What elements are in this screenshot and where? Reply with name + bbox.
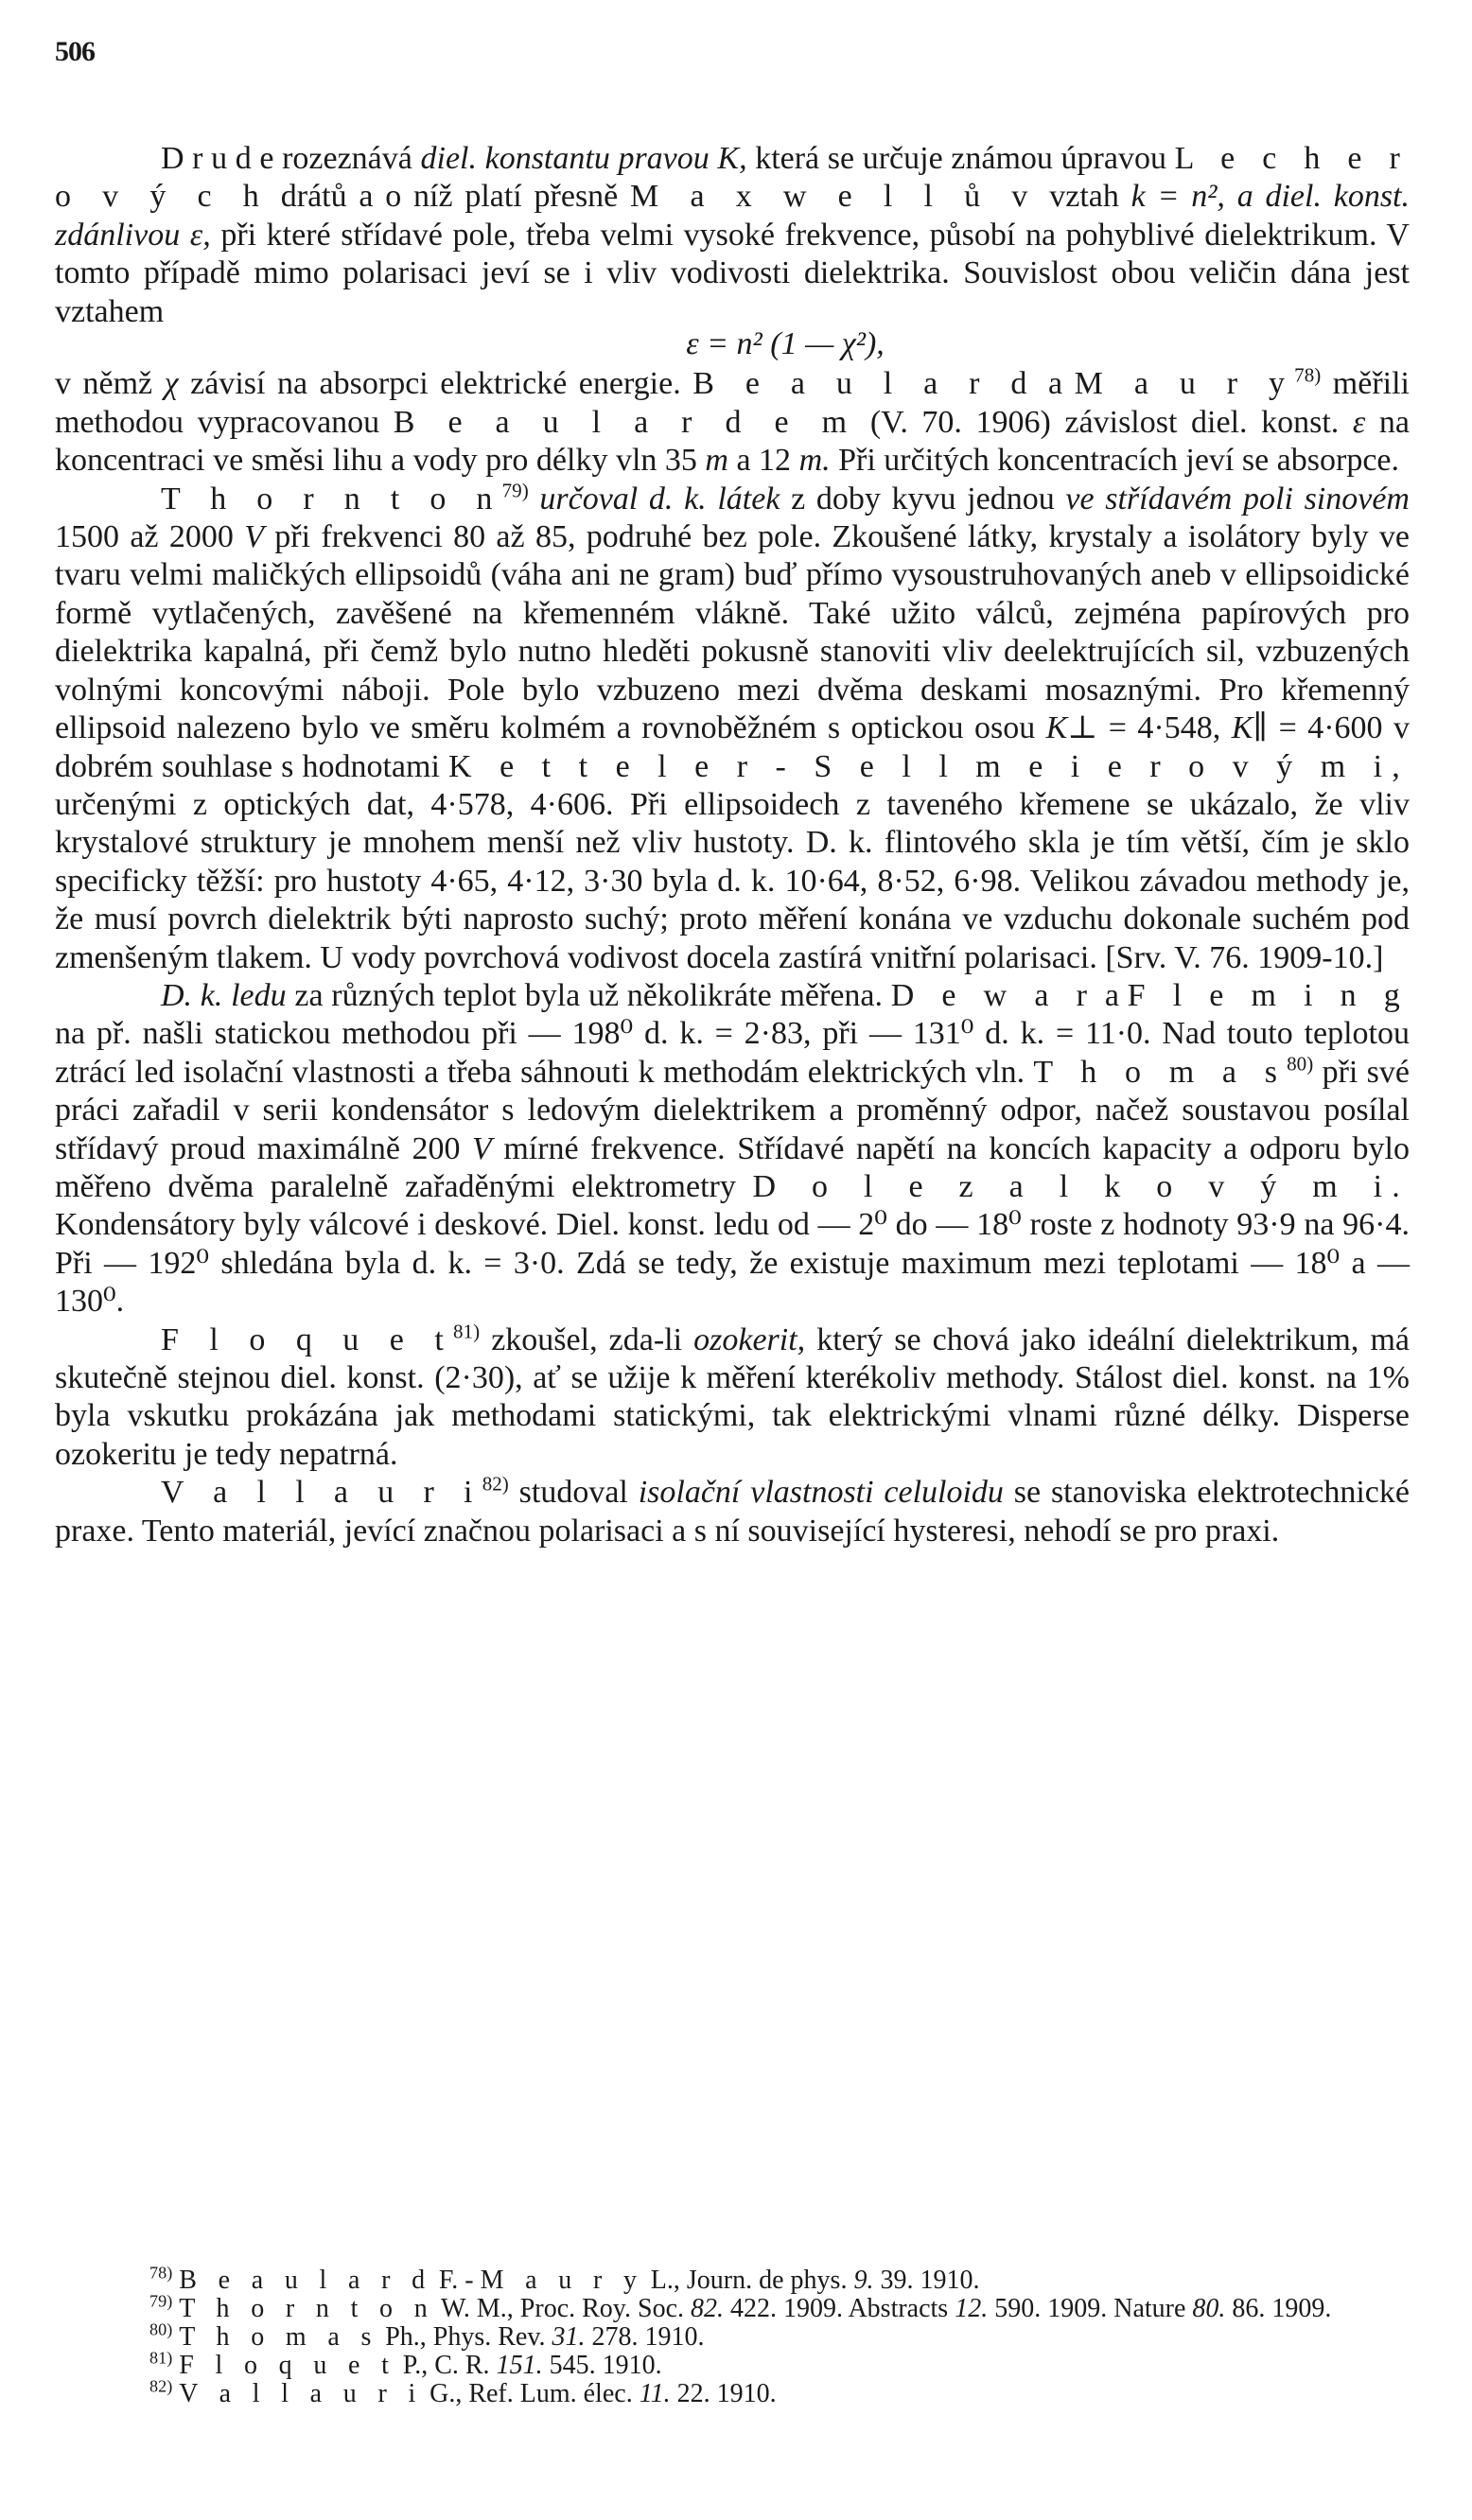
term-diel-konstanta-prava: diel. konstantu pravou K, <box>420 141 747 176</box>
text-run: se stanoviska elektrotechnické praxe. Tento materiál, jevící značnou polarisaci a s ní související hysteresi, nehodí se pro praxi. <box>55 1475 1410 1549</box>
footnote-ref-80: 80) <box>1287 1052 1314 1076</box>
term-urcoval: určoval d. k. látek <box>539 481 780 516</box>
author-floquet: F l o q u e t <box>161 1321 454 1357</box>
author-thomas: T h o m a s <box>1033 1054 1288 1090</box>
footnote <box>55 2291 1410 2323</box>
footnote-volume: 31. <box>552 2322 586 2352</box>
footnote-text: F. - <box>431 2266 481 2295</box>
text-run: který se chová jako ideální dielektrikum, má skutečně stejnou diel. konst. (2·30), ať se užije k měření kterékoliv methody. Stálost diel. konst. na 1% byla vskutku prokázána jak methodami statickými, tak elektrickými vlnami různé délky. Disperse ozokeritu je tedy nepatrná. <box>55 1321 1410 1472</box>
term-stridave-pole: ve střídavém poli sinovém <box>1065 481 1410 516</box>
text-run: závisí na absorpci elektrické energie. <box>178 366 693 402</box>
author-fleming: F l e m i n g <box>1127 977 1410 1013</box>
text-run: na př. našli statickou methodou při — 198⁰ d. k. = 2·83, při — 131⁰ d. k. = 11·0. Nad touto teplotou ztrácí led isolační vlastnosti a třeba sáhnouti k methodám elektrických vln. <box>55 1016 1410 1090</box>
text-run: 1500 až 2000 <box>55 519 245 555</box>
footnote-text: W. M., Proc. Roy. Soc. <box>434 2294 691 2323</box>
unit-m: m <box>705 443 728 479</box>
text-run: určenými z optických dat, 4·578, 4·606. Při ellipsoidech z taveného křemene se ukázalo, že vliv krystalové struktury je mnohem menší než vliv hustoty. D. k. flintového skla je tím větší, čím je sklo specificky těžší: pro hustoty 4·65, 4·12, 3·30 byla d. k. 10·64, 8·52, 6·98. Velikou závadou methody je, že musí povrch dielektrik býti naprosto suchý; proto měření konána ve vzduchu dokonale suchém pod zmenšeným tlakem. U vody povrchová vodivost docela zastírá vnitřní polarisaci. [Srv. V. 76. 1909-10.] <box>55 786 1410 975</box>
footnote-volume: 9. <box>853 2266 874 2295</box>
footnote-number: 80) <box>149 2319 173 2339</box>
text-run: zkoušel, zda-li <box>480 1321 694 1357</box>
footnote <box>55 2319 1410 2352</box>
term-isolacni-vlastnosti: isolační vlastnosti celuloidu <box>638 1475 1004 1511</box>
text-run: při které střídavé pole, třeba velmi vysoké frekvence, působí na pohyblivé dielektrikum. V tomto případě mimo polarisaci jeví se i vliv vodivosti dielektrika. Souvislost obou veličin dána jest vztahem <box>55 217 1410 329</box>
footnote-author: T h o m a s <box>179 2322 379 2352</box>
text-run: v němž <box>55 366 165 402</box>
paragraph-led <box>55 977 1410 1321</box>
text-run: za různých teplot byla už několikráte měřena. <box>286 977 891 1013</box>
symbol-k-perp: K⊥ <box>1045 710 1098 746</box>
text-run: rozeznává <box>273 141 421 176</box>
paragraph-drude <box>55 140 1410 481</box>
footnote-text: L., Journ. de phys. <box>643 2266 854 2295</box>
footnote-volume: 151. <box>496 2351 543 2380</box>
author-ketteler-sellmeier: K e t t e l e r - S e l l m e i e r o v ý m i, <box>448 748 1410 784</box>
footnote-author: B e a u l a r d <box>179 2266 432 2295</box>
footnote-number: 81) <box>149 2348 173 2368</box>
footnote-author: V a l l a u r i <box>179 2379 424 2408</box>
text-run: a <box>1036 366 1075 402</box>
footnote-author: F l o q u e t <box>179 2351 396 2380</box>
author-maury: M a u r y <box>1074 366 1295 402</box>
term-dk-ledu: D. k. ledu <box>161 977 287 1013</box>
footnote-number: 79) <box>149 2291 173 2311</box>
footnote-text: 22. 1910. <box>670 2379 777 2408</box>
equation: ε = n² (1 — χ²), <box>686 326 885 362</box>
footnote-text: G., Ref. Lum. élec. <box>423 2379 640 2408</box>
footnote-number: 82) <box>149 2376 173 2396</box>
text-run: která se určuje známou úpravou <box>746 141 1175 176</box>
text-run <box>529 481 540 516</box>
author-dewar: D e w a r <box>890 977 1097 1013</box>
text-run: drátů a o níž platí přesně <box>268 179 631 215</box>
footnote-ref-78: 78) <box>1294 364 1322 388</box>
footnote-number: 78) <box>149 2263 173 2283</box>
text-run: a 12 <box>727 443 799 479</box>
term-ozokerit: ozokerit, <box>693 1321 806 1357</box>
text-run: měřili methodou vypracovanou <box>55 366 1410 440</box>
text-run: (V. 70. 1906) závislost diel. konst. <box>856 404 1353 440</box>
formula-k-n2: k = n², a diel. konst. zdánlivou ε, <box>55 179 1410 253</box>
footnote-ref-79: 79) <box>501 479 529 502</box>
author-dolezalek: D o l e z a l k o v ý m i. <box>752 1168 1410 1204</box>
text-run: studoval <box>508 1475 639 1511</box>
text-run: na koncentraci ve směsi lihu a vody pro délky vln 35 <box>55 404 1411 479</box>
text-run: z doby kyvu jednou <box>780 481 1066 516</box>
author-beaulardem: B e a u l a r d e m <box>393 404 857 440</box>
author-vallauri: V a l l a u r i <box>161 1475 482 1511</box>
footnote-author: M a u r y <box>480 2266 644 2295</box>
author-drude: D r u d e <box>161 141 274 176</box>
footnote-text: P., C. R. <box>395 2351 497 2380</box>
footnote-text: 39. 1910. <box>873 2266 980 2295</box>
footnote-text: 278. 1910. <box>585 2322 705 2352</box>
text-run: při frekvenci 80 až 85, podruhé bez pole. Zkoušené látky, krystaly a isolátory byly ve tvaru velmi maličkých ellipsoidů (váha ani ne gram) buď přímo vysoustruhovaných aneb v ellipsoidické formě vytlačených, zavěšené na křemenném vlákně. Také užito válců, zejména papírových pro dielektrika kapalná, při čemž bylo nutno hleděti pokusně stanoviti vliv deelektrujících sil, vzbuzených volnými koncovými náboji. Pole bylo vzbuzeno mezi dvěma deskami mosaznými. Pro křemenný ellipsoid nalezeno bylo ve směru kolmém a rovnoběžném s optickou osou <box>55 519 1410 746</box>
footnote-volume: 82. <box>691 2294 724 2323</box>
unit-m: m. <box>798 443 831 479</box>
author-lecher: L e c h e r o v ý c h <box>55 141 1411 215</box>
footnote-volume: 11. <box>639 2379 671 2408</box>
author-beaulard: B e a u l a r d <box>692 366 1037 402</box>
text-run: vztah <box>1037 179 1131 215</box>
footnote-author: T h o r n t o n <box>179 2294 435 2323</box>
paragraph-floquet <box>55 1321 1410 1475</box>
footnote-ref-82: 82) <box>482 1472 509 1496</box>
author-thornton: T h o r n t o n <box>161 481 502 516</box>
text-run: = 4·600 v dobrém souhlase s hodnotami <box>55 710 1410 784</box>
body-text <box>55 140 1410 1550</box>
unit-v: V <box>244 519 264 555</box>
text-run: mírné frekvence. Střídavé napětí na koncích kapacity a odporu bylo měřeno dvěma paralelně zařaděnými elektrometry <box>55 1130 1411 1204</box>
page-number: 506 <box>55 36 95 67</box>
text-run: Kondensátory byly válcové i deskové. Diel. konst. ledu od — 2⁰ do — 18⁰ roste z hodnoty 93·9 na 96·4. Při — 192⁰ shledána byla d. k. = 3·0. Zdá se tedy, že existuje maximum mezi teplotami — 18⁰ a — 130⁰. <box>55 1207 1410 1320</box>
footnote <box>55 2263 1410 2295</box>
text-run: při své práci zařadil v serii kondensátor s ledovým dielektrikem a proměnný odpor, načež soustavou posílal střídavý proud maximálně 200 <box>55 1054 1410 1166</box>
paragraph-vallauri <box>55 1474 1410 1550</box>
footnote <box>55 2348 1410 2380</box>
author-maxwell: M a x w e l l ů v <box>630 179 1038 215</box>
footnote-text: 590. 1909. Nature <box>988 2294 1193 2323</box>
footnote-volume: 80. <box>1192 2294 1226 2323</box>
text-run: Při určitých koncentracích jeví se absorpce. <box>830 443 1399 479</box>
unit-v: V <box>472 1130 492 1166</box>
footnotes <box>55 2263 1410 2408</box>
footnote <box>55 2376 1410 2408</box>
footnote-volume: 12. <box>955 2294 989 2323</box>
paragraph-thornton <box>55 481 1410 977</box>
symbol-epsilon: ε <box>1352 404 1366 440</box>
footnote-ref-81: 81) <box>453 1320 481 1343</box>
text-run: = 4·548, <box>1097 710 1232 746</box>
footnote-text: 545. 1910. <box>542 2351 662 2380</box>
footnote-text: 86. 1909. <box>1225 2294 1332 2323</box>
symbol-k-parallel: K∥ <box>1231 710 1269 746</box>
symbol-chi: χ <box>164 366 179 402</box>
footnote-text: Ph., Phys. Rev. <box>378 2322 552 2352</box>
footnote-text: 422. 1909. Abstracts <box>724 2294 955 2323</box>
text-run: a <box>1096 977 1128 1013</box>
